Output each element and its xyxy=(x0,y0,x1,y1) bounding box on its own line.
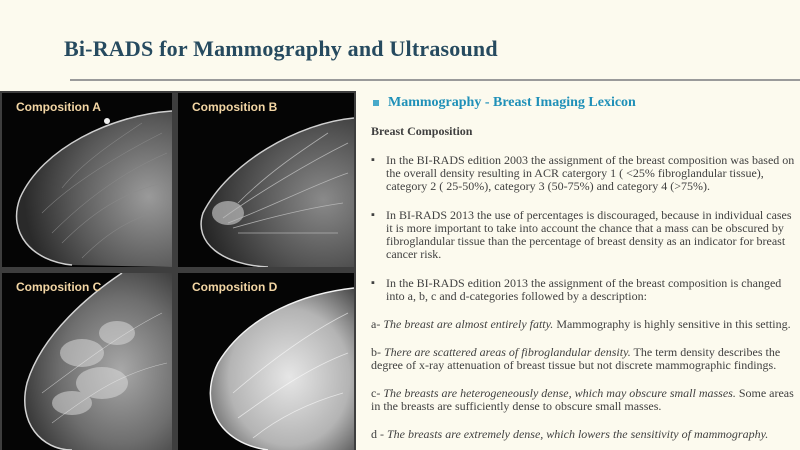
mammogram-image-d xyxy=(178,273,354,450)
category-description: The breast are almost entirely fatty. xyxy=(383,317,554,331)
bullet-icon: ▪ xyxy=(371,209,375,221)
category-letter: d xyxy=(371,427,377,441)
content-column xyxy=(371,96,796,450)
section-heading xyxy=(371,96,796,109)
panel-label-d: Composition D xyxy=(192,280,278,294)
bullet-icon: ▪ xyxy=(371,154,375,166)
mammogram-image-a xyxy=(2,93,172,267)
breast-composition-subheading: Breast Composition xyxy=(371,124,473,138)
bullet-text: In BI-RADS 2013 the use of percentages is discouraged, because in individual cases it is more important to take into account the chance that a mass can be obscured by fibroglandular tissue than the percentage of breast density as an indicator for breast cancer risk. xyxy=(386,208,792,261)
bullet-list xyxy=(371,154,796,303)
category-letter: a xyxy=(371,317,377,331)
category-d: d - The breasts are extremely dense, which lowers the sensitivity of mammography. xyxy=(371,427,769,441)
list-item xyxy=(371,209,796,261)
mammogram-image-b xyxy=(178,93,354,267)
list-item xyxy=(371,154,796,193)
section-heading-text: Mammography - Breast Imaging Lexicon xyxy=(388,95,636,110)
category-a: a- The breast are almost entirely fatty. Mammography is highly sensitive in this setting. xyxy=(371,317,791,331)
bullet-text: In the BI-RADS edition 2003 the assignment of the breast composition was based on the overall density resulting in ACR catergory 1 ( <25% fibroglandular tissue), category 2 ( 25-50%), category 3 (50-75%) and category 4 (>75%). xyxy=(386,153,795,193)
mammogram-grid xyxy=(0,91,356,450)
bullet-icon: ▪ xyxy=(371,277,375,289)
mammogram-image-c xyxy=(2,273,172,450)
category-note: Mammography is highly sensitive in this setting. xyxy=(553,317,791,331)
category-note: The term density describes the degree of x-ray attenuation of breast tissue but not discrete mammographic findings. xyxy=(371,345,781,372)
panel-label-a: Composition A xyxy=(16,100,101,114)
category-description: The breasts are heterogeneously dense, which may obscure small masses. xyxy=(383,386,736,400)
title-divider xyxy=(70,79,800,81)
category-description: The breasts are extremely dense, which lowers the sensitivity of mammography. xyxy=(387,427,769,441)
panel-label-c: Composition C xyxy=(16,280,102,294)
category-letter: b xyxy=(371,345,377,359)
category-letter: c xyxy=(371,386,377,400)
square-bullet-icon xyxy=(373,100,379,106)
category-b: b- There are scattered areas of fibroglandular density. The term density describes the degree of x-ray attenuation of breast tissue but not discrete mammographic findings. xyxy=(371,345,781,372)
category-note: Some areas in the breasts are sufficiently dense to obscure small masses. xyxy=(371,386,794,413)
bullet-text: In the BI-RADS edition 2013 the assignment of the breast composition is changed into a, b, c and d-categories followed by a description: xyxy=(386,276,782,303)
panel-label-b: Composition B xyxy=(192,100,278,114)
category-description: There are scattered areas of fibroglandular density. xyxy=(384,345,631,359)
category-c: c- The breasts are heterogeneously dense, which may obscure small masses. Some areas in the breasts are sufficiently dense to obscure small masses. xyxy=(371,386,794,413)
list-item xyxy=(371,277,796,303)
slide-title: Bi-RADS for Mammography and Ultrasound xyxy=(64,36,498,61)
